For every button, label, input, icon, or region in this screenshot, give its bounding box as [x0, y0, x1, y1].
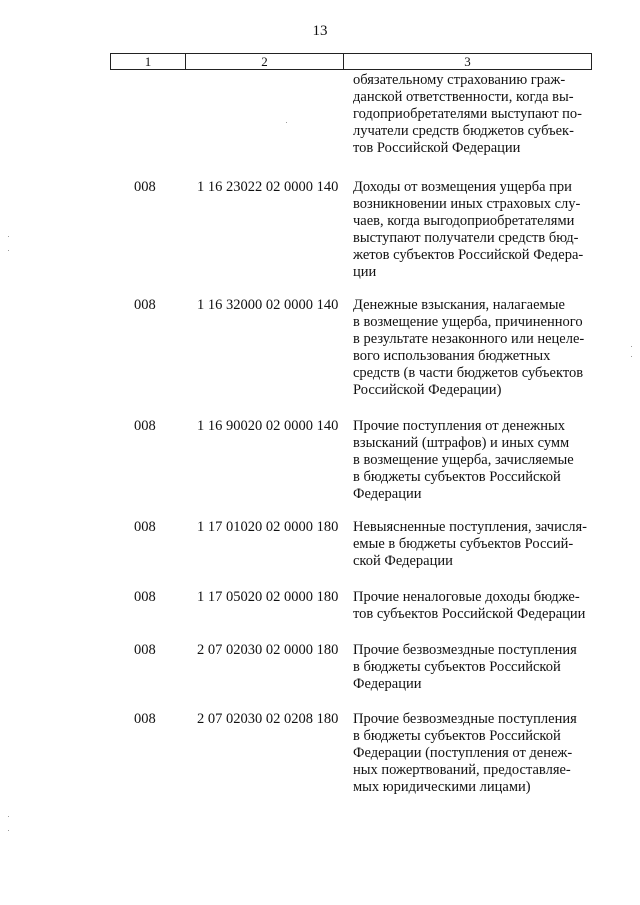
admin-code: 008: [134, 297, 156, 313]
scan-speck: [631, 356, 632, 357]
description-line: чаев, когда выгодоприобретателями: [353, 213, 575, 229]
scan-speck: [286, 122, 287, 123]
description-line: обязательному страхованию граж-: [353, 72, 566, 88]
description-line: Прочие неналоговые доходы бюдже-: [353, 589, 580, 605]
description-line: в бюджеты субъектов Российской: [353, 659, 561, 675]
description-line: средств (в части бюджетов субъектов: [353, 365, 584, 381]
column-header-2: 2: [186, 54, 344, 69]
description-line: тов субъектов Российской Федерации: [353, 606, 586, 622]
description-line: жетов субъектов Российской Федера-: [353, 247, 584, 263]
description-line: в возмещение ущерба, зачисляемые: [353, 452, 574, 468]
description-line: Федерации: [353, 676, 422, 692]
description-line: Прочие безвозмездные поступления: [353, 642, 577, 658]
description-line: ных пожертвований, предоставляе-: [353, 762, 571, 778]
income-description: [353, 418, 593, 503]
income-description: [353, 589, 593, 623]
description-line: мых юридическими лицами): [353, 779, 531, 795]
budget-classification-code: 1 16 90020 02 0000 140: [197, 418, 339, 434]
scan-speck: [8, 816, 9, 817]
scan-speck: [8, 250, 9, 251]
page-number: 13: [312, 23, 328, 39]
description-line: тов Российской Федерации: [353, 140, 521, 156]
budget-classification-code: 1 16 23022 02 0000 140: [197, 179, 339, 195]
budget-classification-code: 2 07 02030 02 0208 180: [197, 711, 339, 727]
income-description: [353, 711, 593, 796]
income-description: [353, 179, 593, 281]
admin-code: 008: [134, 711, 156, 727]
description-line: ции: [353, 264, 377, 280]
description-line: Российской Федерации): [353, 382, 502, 398]
admin-code: 008: [134, 418, 156, 434]
budget-classification-code: 2 07 02030 02 0000 180: [197, 642, 339, 658]
continuation-description: [353, 72, 593, 157]
description-line: в бюджеты субъектов Российской: [353, 469, 561, 485]
description-line: выступают получатели средств бюд-: [353, 230, 579, 246]
admin-code: 008: [134, 179, 156, 195]
description-line: в бюджеты субъектов Российской: [353, 728, 561, 744]
description-line: данской ответственности, когда вы-: [353, 89, 574, 105]
description-line: Прочие безвозмездные поступления: [353, 711, 577, 727]
admin-code: 008: [134, 642, 156, 658]
description-line: в результате незаконного или нецеле-: [353, 331, 585, 347]
table-header: [110, 53, 592, 70]
income-description: [353, 519, 593, 570]
description-line: емые в бюджеты субъектов Россий-: [353, 536, 574, 552]
admin-code: 008: [134, 589, 156, 605]
description-line: взысканий (штрафов) и иных сумм: [353, 435, 570, 451]
budget-classification-code: 1 17 05020 02 0000 180: [197, 589, 339, 605]
description-line: Прочие поступления от денежных: [353, 418, 565, 434]
scan-speck: [8, 830, 9, 831]
description-line: Федерации: [353, 486, 422, 502]
income-description: [353, 642, 593, 693]
description-line: годоприобретателями выступают по-: [353, 106, 582, 122]
scan-speck: [8, 236, 9, 237]
budget-classification-code: 1 16 32000 02 0000 140: [197, 297, 339, 313]
description-line: возникновении иных страховых слу-: [353, 196, 581, 212]
column-header-3: 3: [464, 54, 471, 69]
description-line: вого использования бюджетных: [353, 348, 551, 364]
description-line: Федерации (поступления от денеж-: [353, 745, 573, 761]
description-line: Денежные взыскания, налагаемые: [353, 297, 565, 313]
description-line: лучатели средств бюджетов субъек-: [353, 123, 574, 139]
admin-code: 008: [134, 519, 156, 535]
column-header-1: 1: [111, 54, 186, 69]
scan-speck: [631, 346, 632, 347]
description-line: ской Федерации: [353, 553, 453, 569]
description-line: Доходы от возмещения ущерба при: [353, 179, 572, 195]
description-line: в возмещение ущерба, причиненного: [353, 314, 583, 330]
description-line: Невыясненные поступления, зачисля-: [353, 519, 587, 535]
budget-classification-code: 1 17 01020 02 0000 180: [197, 519, 339, 535]
income-description: [353, 297, 593, 399]
